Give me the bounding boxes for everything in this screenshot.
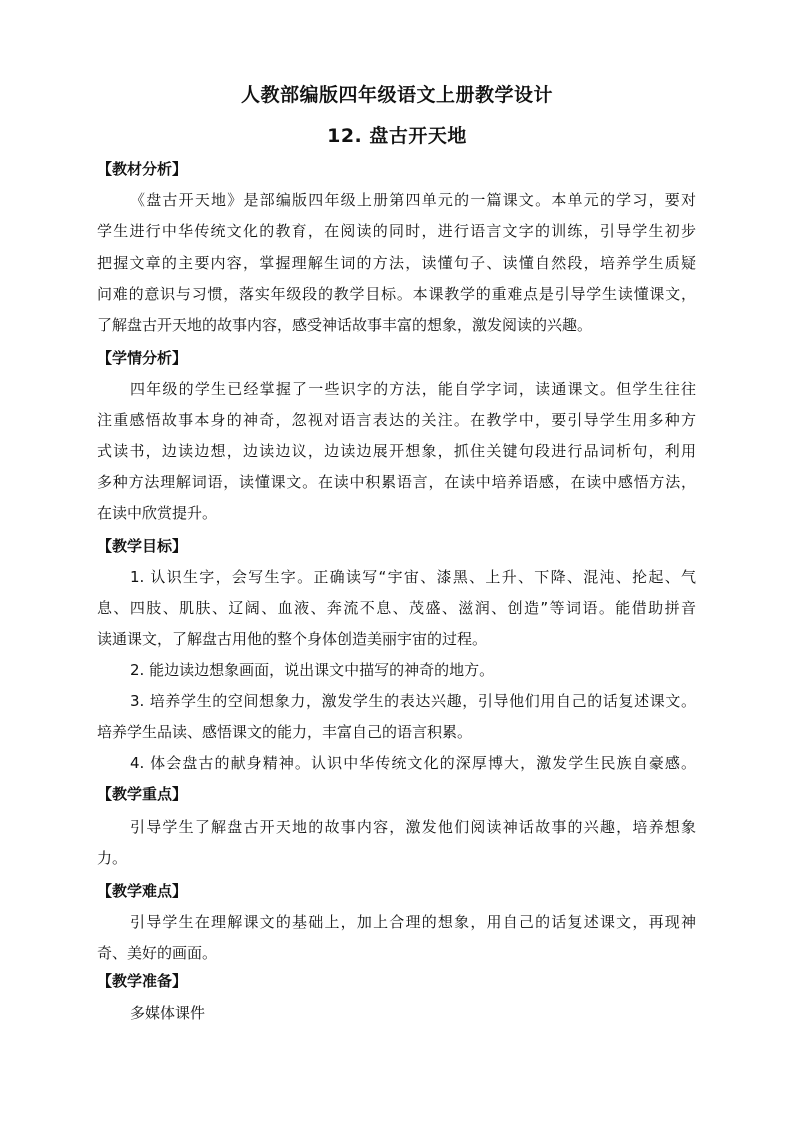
objective-line: 1. 认识生字，会写生字。正确读写“宇宙、漆黑、上升、下降、混沌、抡起、气 xyxy=(130,568,696,586)
paragraph-line: 四年级的学生已经掌握了一些识字的方法，能自学字词，读通课文。但学生往往 xyxy=(130,380,696,398)
objective-line: 读通课文，了解盘古用他的整个身体创造美丽宇宙的过程。 xyxy=(97,630,488,648)
section-heading-textbook-analysis: 【教材分析】 xyxy=(97,160,188,178)
paragraph-line: 《盘古开天地》是部编版四年级上册第四单元的一篇课文。本单元的学习，要对 xyxy=(130,191,696,209)
paragraph-line: 注重感悟故事本身的神奇，忽视对语言表达的关注。在教学中，要引导学生用多种方 xyxy=(97,411,696,429)
paragraph-line: 式读书，边读边想，边读边议，边读边展开想象，抓住关键句段进行品词析句，利用 xyxy=(97,442,696,460)
paragraph-line: 奇、美好的画面。 xyxy=(97,944,218,962)
paragraph-line: 力。 xyxy=(97,849,128,867)
objective-line: 4. 体会盘古的献身精神。认识中华传统文化的深厚博大，激发学生民族自豪感。 xyxy=(130,754,696,772)
paragraph-line: 在读中欣赏提升。 xyxy=(97,504,218,522)
objective-line: 培养学生品读、感悟课文的能力，丰富自己的语言积累。 xyxy=(97,723,473,741)
section-heading-student-analysis: 【学情分析】 xyxy=(97,349,188,367)
paragraph-line: 把握文章的主要内容，掌握理解生词的方法，读懂句子、读懂自然段，培养学生质疑 xyxy=(97,254,696,272)
paragraph-line: 学生进行中华传统文化的教育，在阅读的同时，进行语言文字的训练，引导学生初步 xyxy=(97,222,696,240)
objective-line: 3. 培养学生的空间想象力，激发学生的表达兴趣，引导他们用自己的话复述课文。 xyxy=(130,692,696,710)
paragraph-line: 多媒体课件 xyxy=(130,1004,206,1022)
lesson-title: 12. 盘古开天地 xyxy=(327,125,467,147)
section-heading-preparation: 【教学准备】 xyxy=(97,972,188,990)
objective-line: 2. 能边读边想象画面，说出课文中描写的神奇的地方。 xyxy=(130,661,495,679)
paragraph-line: 引导学生在理解课文的基础上，加上合理的想象，用自己的话复述课文，再现神 xyxy=(130,913,696,931)
section-heading-difficulties: 【教学难点】 xyxy=(97,882,188,900)
paragraph-line: 多种方法理解词语，读懂课文。在读中积累语言，在读中培养语感，在读中感悟方法， xyxy=(97,473,696,491)
paragraph-line: 引导学生了解盘古开天地的故事内容，激发他们阅读神话故事的兴趣，培养想象 xyxy=(130,818,696,836)
objective-line: 息、四肢、肌肤、辽阔、血液、奔流不息、茂盛、滋润、创造”等词语。能借助拼音 xyxy=(97,599,696,617)
section-heading-key-points: 【教学重点】 xyxy=(97,785,188,803)
section-heading-objectives: 【教学目标】 xyxy=(97,537,188,555)
paragraph-line: 了解盘古开天地的故事内容，感受神话故事丰富的想象，激发阅读的兴趣。 xyxy=(97,316,593,334)
document-title: 人教部编版四年级语文上册教学设计 xyxy=(240,84,553,106)
paragraph-line: 问难的意识与习惯，落实年级段的教学目标。本课教学的重难点是引导学生读懂课文， xyxy=(97,285,696,303)
